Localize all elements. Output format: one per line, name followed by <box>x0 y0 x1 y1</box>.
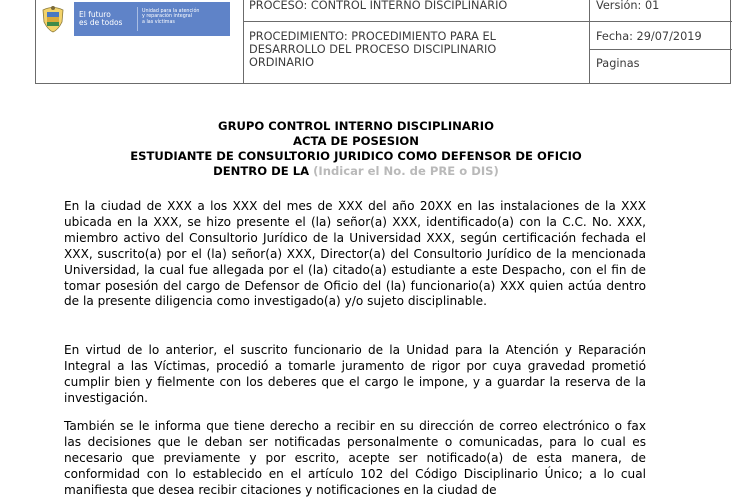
title-line-4-prefix: DENTRO DE LA <box>213 164 314 178</box>
title-line-3: ESTUDIANTE DE CONSULTORIO JURIDICO COMO DEFENSOR DE OFICIO <box>130 149 582 163</box>
paginas-cell: Paginas <box>596 57 640 70</box>
paragraph-1: En la ciudad de XXX a los XXX del mes de XXX del año 20XX en las instalaciones de la XXX ubicada en la XXX, se hizo presente el (la) señor(a) XXX, identificado(a) con la C.C. No. XXX, miembro activo del Consultorio Jurídico de la Universidad XXX, según certificación fechada el XXX, suscrito(a) por el (la) señor(a) XXX, Director(a) del Consultorio Jurídico de la mencionada Universidad, la cual fue allegada por el (la) citado(a) estudiante a este Despacho, con el fin de tomar posesión del cargo de Defensor de Oficio del (la) funcionario(a) XXX quien actúa dentro de la presente diligencia como investigado(a) y/o sujeto disciplinable. <box>64 199 646 309</box>
header-divider <box>243 0 244 83</box>
procedimiento-cell: PROCEDIMIENTO: PROCEDIMIENTO PARA EL DESARROLLO DEL PROCESO DISCIPLINARIO ORDINARIO <box>249 30 497 69</box>
proceso-cell: PROCESO: CONTROL INTERNO DISCIPLINARIO <box>249 0 508 12</box>
header-divider <box>243 21 732 22</box>
logo-separator <box>137 7 138 31</box>
institution-logo <box>36 2 230 36</box>
header-divider <box>589 0 590 83</box>
header-divider <box>589 49 732 50</box>
logo-tagline: El futuro es de todos <box>79 10 123 27</box>
title-line-2: ACTA DE POSESION <box>293 134 419 148</box>
logo-unit-text: Unidad para la atención y reparación integral a las víctimas <box>142 9 200 25</box>
paragraph-3: También se le informa que tiene derecho a recibir en su dirección de correo electrónico o fax las decisiones que le deban ser notificadas personalmente o comunicadas, para lo cual es necesario que previamente y por escrito, acepte ser notificado(a) de esta manera, de conformidad con lo establecido en el artículo 102 del Código Disciplinario Único; a lo cual manifiesta que desea recibir citaciones y notificaciones en la ciudad de <box>64 419 646 497</box>
title-line-4 <box>0 164 712 179</box>
colombia-shield-icon <box>40 4 66 34</box>
version-cell: Versión: 01 <box>596 0 660 12</box>
paragraph-2: En virtud de lo anterior, el suscrito funcionario de la Unidad para la Atención y Reparación Integral a las Víctimas, procedió a tomarle juramento de rigor por cuya gravedad prometió cumplir bien y fielmente con los deberes que el cargo le impone, y a guardar la reserva de la investigación. <box>64 343 646 405</box>
fecha-cell: Fecha: 29/07/2019 <box>596 30 702 43</box>
title-placeholder-hint: (Indicar el No. de PRE o DIS) <box>313 164 499 178</box>
title-line-1: GRUPO CONTROL INTERNO DISCIPLINARIO <box>218 119 494 133</box>
document-title <box>0 119 712 179</box>
